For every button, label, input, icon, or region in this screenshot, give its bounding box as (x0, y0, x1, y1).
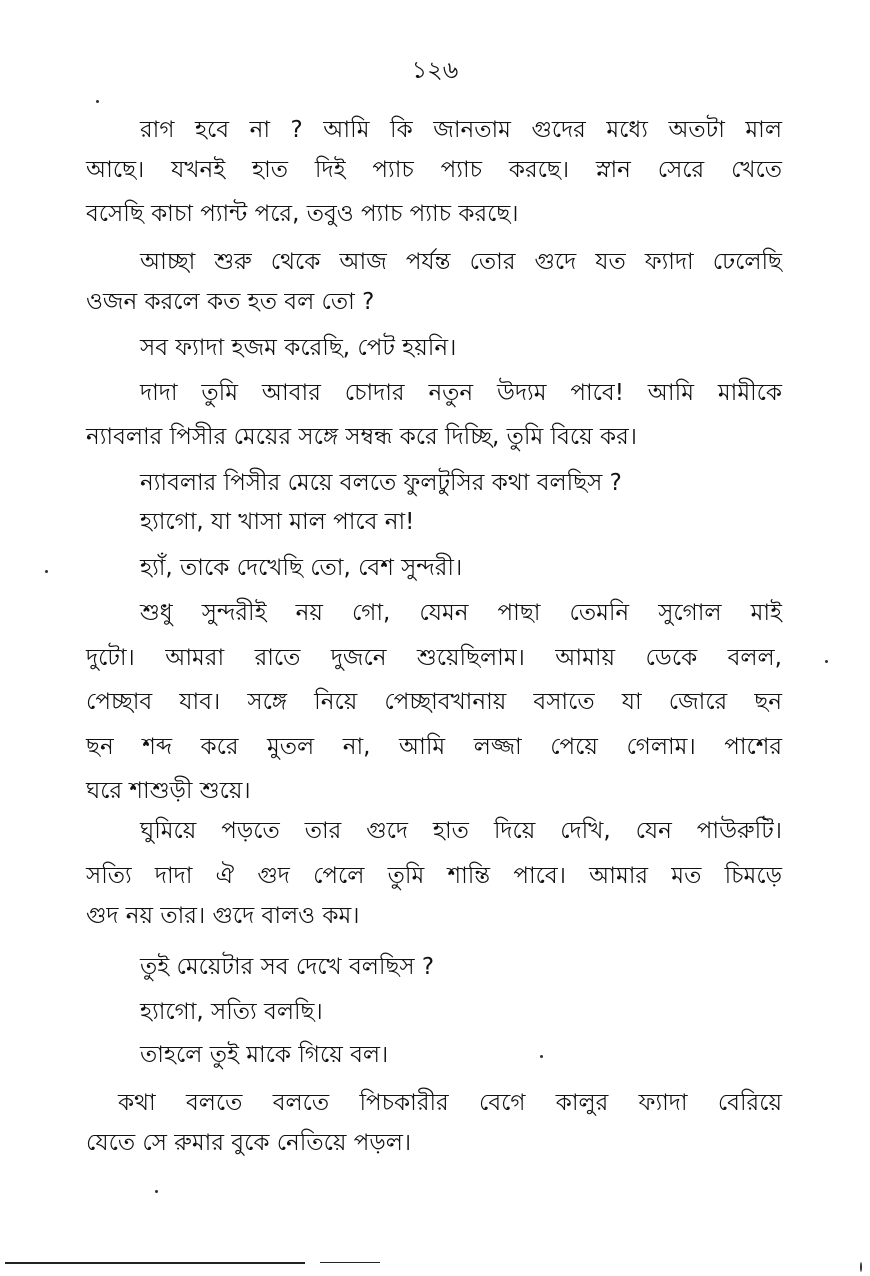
text-line: দাদা তুমি আবার চোদার নতুন উদ্যম পাবে! আমি মামীকে (140, 380, 782, 406)
text-line: হ্যাগো, যা খাসা মাল পাবে না! (140, 509, 415, 535)
text-line: বসেছি কাচা প্যান্ট পরে, তবুও প্যাচ প্যাচ করছে। (86, 201, 519, 227)
text-line: ন্যাবলার পিসীর মেয়ে বলতে ফুলটুসির কথা বলছিস ? (140, 470, 622, 496)
text-line: ছন শব্দ করে মুতল না, আমি লজ্জা পেয়ে গেলাম। পাশের (86, 734, 782, 760)
scan-speck (825, 660, 828, 663)
scan-speck (45, 570, 48, 573)
text-line: যেতে সে রুমার বুকে নেতিয়ে পড়ল। (86, 1130, 412, 1156)
text-line: হ্যাগো, সত্যি বলছি। (140, 999, 323, 1025)
scan-speck (155, 1190, 158, 1193)
text-line: ঘরে শাশুড়ী শুয়ে। (86, 778, 251, 804)
text-line: রাগ হবে না ? আমি কি জানতাম গুদের মধ্যে অতটা মাল (140, 117, 782, 143)
page-number: ১২৬ (411, 56, 459, 84)
text-line: ঘুমিয়ে পড়তে তার গুদে হাত দিয়ে দেখি, যেন পাউরুটি। (140, 818, 782, 844)
text-line: কথা বলতে বলতে পিচকারীর বেগে কালুর ফ্যাদা বেরিয়ে (118, 1090, 782, 1116)
text-line: সব ফ্যাদা হজম করেছি, পেট হয়নি। (140, 335, 457, 361)
text-line: গুদ নয় তার। গুদে বালও কম। (86, 903, 360, 929)
text-line: ন্যাবলার পিসীর মেয়ের সঙ্গে সম্বন্ধ করে দিচ্ছি, তুমি বিয়ে কর। (86, 424, 637, 450)
text-line: তুই মেয়েটার সব দেখে বলছিস ? (140, 954, 435, 980)
text-line: পেচ্ছাব যাব। সঙ্গে নিয়ে পেচ্ছাবখানায় বসাতে যা জোরে ছন (86, 689, 782, 715)
text-line: ওজন করলে কত হত বল তো ? (86, 289, 375, 315)
text-line: দুটো। আমরা রাতে দুজনে শুয়েছিলাম। আমায় ডেকে বলল, (86, 645, 782, 671)
text-line: আচ্ছা শুরু থেকে আজ পর্যন্ত তোর গুদে যত ফ্যাদা ঢেলেছি (140, 249, 782, 275)
scan-artifact-line (5, 1262, 305, 1264)
text-line: হ্যাঁ, তাকে দেখেছি তো, বেশ সুন্দরী। (140, 555, 463, 581)
scan-speck (540, 1055, 543, 1058)
text-line: সত্যি দাদা ঐ গুদ পেলে তুমি শান্তি পাবে। আমার মত চিমড়ে (86, 863, 782, 889)
text-line: তাহলে তুই মাকে গিয়ে বল। (140, 1042, 389, 1068)
text-line: শুধু সুন্দরীই নয় গো, যেমন পাছা তেমনি সুগোল মাই (140, 600, 782, 626)
scan-speck (96, 100, 99, 103)
scan-speck (860, 1262, 862, 1272)
text-line: আছে। যখনই হাত দিই প্যাচ প্যাচ করছে। স্নান সেরে খেতে (86, 157, 782, 183)
scan-artifact-line (320, 1262, 380, 1263)
